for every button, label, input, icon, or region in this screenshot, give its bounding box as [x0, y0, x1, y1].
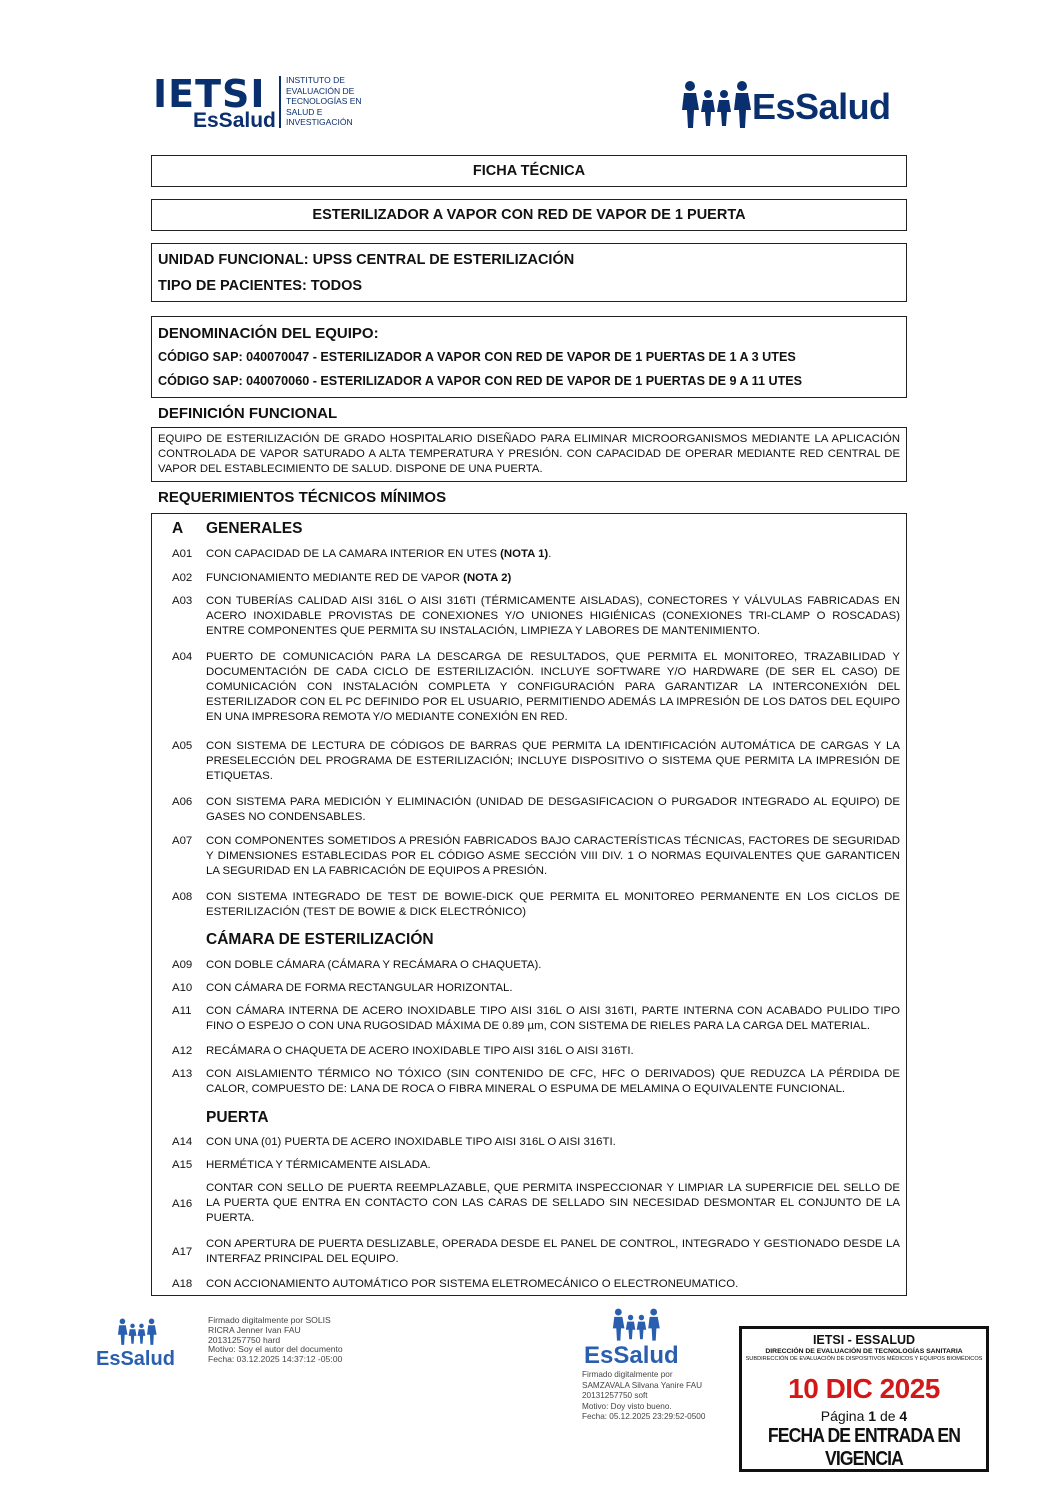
stamp-footer: FECHA DE ENTRADA EN VIGENCIA: [767, 1425, 961, 1470]
codigo-sap-1: CÓDIGO SAP: 040070047 - ESTERILIZADOR A VAPOR CON RED DE VAPOR DE 1 PUERTAS DE 1 A 3 UTES: [158, 350, 796, 364]
item-code: A04: [172, 651, 193, 663]
item-text: CON SISTEMA DE LECTURA DE CÓDIGOS DE BARRAS QUE PERMITA LA IDENTIFICACIÓN AUTOMÁTICA DE CARGAS Y LA PRESELECCIÓN DEL PROGRAMA DE ESTERILIZACIÓN; INCLUYE DISPOSITIVO O SISTEMA QUE PERMITA LA IMPRESIÓN DE ETIQUETAS.: [206, 740, 900, 782]
item-text: CON UNA (01) PUERTA DE ACERO INOXIDABLE TIPO AISI 316L O AISI 316TI.: [206, 1136, 616, 1148]
essalud-logo-name: EsSalud: [752, 86, 891, 127]
item-code: A08: [172, 891, 193, 903]
item-code: A12: [172, 1045, 193, 1057]
item-code: A05: [172, 740, 193, 752]
stamp-subtitle-2: SUBDIRECCIÓN DE EVALUACIÓN DE DISPOSITIVOS MÉDICOS Y EQUIPOS BIOMÉDICOS: [745, 1356, 983, 1362]
ficha-tecnica-text: FICHA TÉCNICA: [472, 163, 586, 179]
family-icon: [608, 1308, 664, 1342]
ietsi-logo: [153, 74, 373, 132]
unidad-funcional: UNIDAD FUNCIONAL: UPSS CENTRAL DE ESTERILIZACIÓN: [158, 252, 575, 268]
equipment-title: [151, 199, 907, 231]
item-text: CON APERTURA DE PUERTA DESLIZABLE, OPERADA DESDE EL PANEL DE CONTROL, INTEGRADO Y GESTIONADO DESDE LA INTERFAZ PRINCIPAL DEL EQUIPO.: [206, 1238, 900, 1265]
section-letter: A: [172, 520, 184, 537]
item-code: A13: [172, 1068, 193, 1080]
family-icon: [114, 1318, 160, 1346]
item-code: A16: [172, 1198, 193, 1210]
item-text: RECÁMARA O CHAQUETA DE ACERO INOXIDABLE TIPO AISI 316L O AISI 316TI.: [206, 1045, 634, 1057]
requerimientos-label: REQUERIMIENTOS TÉCNICOS MÍNIMOS: [158, 489, 447, 506]
item-text: CON CÁMARA INTERNA DE ACERO INOXIDABLE TIPO AISI 316L O AISI 316TI, PARTE INTERNA CON ACABADO PULIDO TIPO FINO O ESPEJO O CON UNA RUGOSIDAD MÁXIMA DE 0.89 µm, CON SISTEMA DE RIELES PARA LA CARGA DEL MATERIAL.: [206, 1005, 900, 1032]
item-code: A17: [172, 1246, 193, 1258]
ficha-tecnica-title: [151, 155, 907, 187]
stamp-subtitle-1: DIRECCIÓN DE EVALUACIÓN DE TECNOLOGÍAS SANITARIA: [765, 1348, 963, 1355]
item-text: CON COMPONENTES SOMETIDOS A PRESIÓN FABRICADOS BAJO CARACTERÍSTICAS TÉCNICAS, FACTORES DE SEGURIDAD Y DIMENSIONES ESTABLECIDAS POR EL CÓDIGO ASME SECCIÓN VIII DIV. 1 O NORMAS EQUIVALENTES QUE GARANTICEN LA SEGURIDAD EN LA FABRICACIÓN DE EQUIPOS A PRESIÓN.: [206, 835, 900, 877]
tipo-pacientes: TIPO DE PACIENTES: TODOS: [158, 278, 363, 294]
item-text: CON SISTEMA PARA MEDICIÓN Y ELIMINACIÓN (UNIDAD DE DESGASIFICACION O PURGADOR INTEGRADO AL EQUIPO) DE GASES NO CONDENSABLES.: [206, 796, 900, 823]
essalud-logo: [680, 80, 910, 132]
signature-2-text: Firmado digitalmente por SAMZAVALA Silvana Yanire FAU 20131257750 soft Motivo: Doy visto bueno. Fecha: 05.12.2025 23:29:52-0500: [582, 1370, 706, 1421]
item-code: A01: [172, 548, 193, 560]
stamp-page-number: [742, 1408, 986, 1424]
ietsi-logo-divider: [279, 76, 281, 128]
item-text: CON DOBLE CÁMARA (CÁMARA Y RECÁMARA O CHAQUETA).: [206, 959, 542, 971]
item-code: A18: [172, 1278, 193, 1290]
subsection-camara: CÁMARA DE ESTERILIZACIÓN: [206, 931, 434, 948]
subsection-puerta: PUERTA: [206, 1109, 269, 1126]
item-text: CON CÁMARA DE FORMA RECTANGULAR HORIZONTAL.: [206, 982, 513, 994]
family-icon: [680, 80, 752, 130]
page-of: de: [879, 1408, 896, 1424]
signature-1-logo: [96, 1318, 180, 1374]
item-code: A15: [172, 1159, 193, 1171]
signature-2-logo-name: EsSalud: [584, 1342, 679, 1369]
definicion-label: DEFINICIÓN FUNCIONAL: [158, 405, 338, 422]
page-total: 4: [899, 1408, 908, 1424]
ietsi-logo-sub: EsSalud: [193, 109, 276, 132]
item-text: CON ACCIONAMIENTO AUTOMÁTICO POR SISTEMA ELETROMECÁNICO O ELECTRONEUMATICO.: [206, 1278, 739, 1290]
item-text: CON SISTEMA INTEGRADO DE TEST DE BOWIE-DICK QUE PERMITA EL MONITOREO PERMANENTE EN LOS CICLOS DE ESTERILIZACIÓN (TEST DE BOWIE & DICK ELECTRÓNICO): [206, 891, 900, 918]
item-code: A11: [172, 1005, 192, 1017]
definicion-text: EQUIPO DE ESTERILIZACIÓN DE GRADO HOSPITALARIO DISEÑADO PARA ELIMINAR MICROORGANISMOS MEDIANTE LA APLICACIÓN CONTROLADA DE VAPOR SATURADO A ALTA TEMPERATURA Y PRESIÓN. CON CAPACIDAD DE OPERAR MEDIANTE RED CENTRAL DE VAPOR DEL ESTABLECIMIENTO DE SALUD. DISPONE DE UNA PUERTA.: [158, 433, 900, 475]
item-text: CON AISLAMIENTO TÉRMICO NO TÓXICO (SIN CONTENIDO DE CFC, HFC O DERIVADOS) QUE REDUZCA LA PÉRDIDA DE CALOR, COMPUESTO DE: LANA DE ROCA O FIBRA MINERAL O ESPUMA DE MELAMINA O EQUIVALENTE FUNCIONAL.: [206, 1068, 900, 1095]
stamp-title: IETSI - ESSALUD: [812, 1333, 916, 1347]
item-code: A10: [172, 982, 193, 994]
equipment-title-text: ESTERILIZADOR A VAPOR CON RED DE VAPOR DE 1 PUERTA: [312, 207, 746, 223]
page-prefix: Página: [820, 1408, 865, 1424]
signature-1-logo-name: EsSalud: [96, 1348, 175, 1370]
ietsi-logo-description: INSTITUTO DE EVALUACIÓN DE TECNOLOGÍAS EN SALUD E INVESTIGACIÓN: [286, 75, 362, 127]
item-text: FUNCIONAMIENTO MEDIANTE RED DE VAPOR (NOTA 2): [206, 572, 512, 584]
item-text: CON CAPACIDAD DE LA CAMARA INTERIOR EN UTES (NOTA 1).: [206, 548, 552, 560]
stamp-date: 10 DIC 2025: [788, 1373, 940, 1404]
item-text: CON TUBERÍAS CALIDAD AISI 316L O AISI 316TI (TÉRMICAMENTE AISLADAS), CONECTORES Y VÁLVULAS FABRICADAS EN ACERO INOXIDABLE PROVISTAS DE CONEXIONES Y/O UNIONES HIGIÉNICAS (CONEXIONES TRI-CLAMP O ROSCADAS) ENTRE COMPONENTES QUE PERMITA SU INSTALACIÓN, LIMPIEZA Y LABORES DE MANTENIMIENTO.: [206, 595, 900, 637]
item-code: A09: [172, 959, 193, 971]
item-code: A03: [172, 595, 193, 607]
signature-2-logo: [580, 1308, 690, 1370]
ietsi-logo-name: IETSI: [153, 72, 266, 116]
denominacion-label: DENOMINACIÓN DEL EQUIPO:: [158, 325, 379, 342]
signature-1-text: Firmado digitalmente por SOLIS RICRA Jenner Ivan FAU 20131257750 hard Motivo: Soy el autor del documento Fecha: 03.12.2025 14:37:12 -05:00: [208, 1315, 343, 1365]
vigencia-stamp: [739, 1326, 989, 1472]
item-code: A07: [172, 835, 193, 847]
page-current: 1: [868, 1408, 877, 1424]
codigo-sap-2: CÓDIGO SAP: 040070060 - ESTERILIZADOR A VAPOR CON RED DE VAPOR DE 1 PUERTAS DE 9 A 11 UTES: [158, 374, 803, 388]
section-title-generales: GENERALES: [206, 520, 303, 537]
item-text: PUERTO DE COMUNICACIÓN PARA LA DESCARGA DE RESULTADOS, QUE PERMITA EL MONITOREO, TRAZABILIDAD Y DOCUMENTACIÓN DE CADA CICLO DE ESTERILIZACIÓN. INCLUYE SOFTWARE Y/O HARDWARE (DE SER EL CASO) DE COMUNICACIÓN CON INSTALACIÓN COMPLETA Y CONFIGURACIÓN PARA GARANTIZAR LA INTERCONEXIÓN DEL ESTERILIZADOR CON EL PC DEFINIDO POR EL USUARIO, PERMITIENDO ADEMÁS LA IMPRESIÓN DE LOS DATOS DEL EQUIPO EN UNA IMPRESORA REMOTA Y/O MEDIANTE CONEXIÓN EN RED.: [206, 651, 900, 723]
item-code: A14: [172, 1136, 193, 1148]
item-text: HERMÉTICA Y TÉRMICAMENTE AISLADA.: [206, 1159, 431, 1171]
item-code: A02: [172, 572, 193, 584]
item-text: CONTAR CON SELLO DE PUERTA REEMPLAZABLE, QUE PERMITA INSPECCIONAR Y LIMPIAR LA SUPERFICIE DEL SELLO DE LA PUERTA QUE ENTRA EN CONTACTO CON LAS CARAS DE SELLADO SIN NECESIDAD DESMONTAR EL CONJUNTO DE LA PUERTA.: [206, 1182, 900, 1224]
item-code: A06: [172, 796, 193, 808]
